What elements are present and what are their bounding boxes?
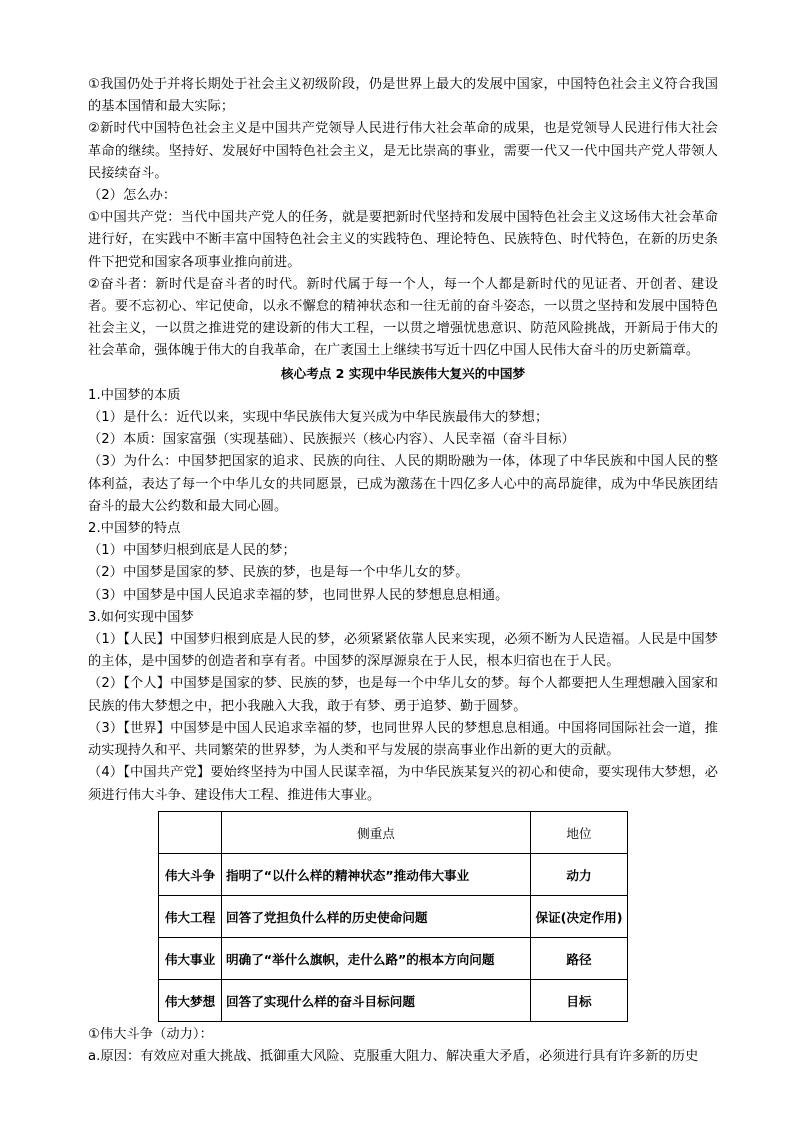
paragraph: （2）本质：国家富强（实现基础）、民族振兴（核心内容）、人民幸福（奋斗目标） [88, 432, 575, 448]
table-cell: 回答了实现什么样的奋斗目标问题 [222, 979, 531, 1021]
paragraph: 3.如何实现中国梦 [88, 609, 194, 625]
comparison-table [158, 811, 628, 1022]
paragraph: （4）【中国共产党】要始终坚持为中国人民谋幸福，为中华民族某复兴的初心和使命，要实现伟大梦想，必须进行伟大斗争、建设伟大工程、推进伟大事业。 [88, 765, 718, 803]
table-cell: 伟大斗争 [159, 853, 222, 895]
section-heading: 核心考点 2 实现中华民族伟大复兴的中国梦 [280, 365, 526, 381]
paragraph: （1）中国梦归根到底是人民的梦； [88, 543, 296, 559]
paragraph: （2）怎么办： [88, 188, 177, 204]
table-cell: 目标 [531, 979, 628, 1021]
table-cell: 伟大梦想 [159, 979, 222, 1021]
table-cell: 明确了“举什么旗帜，走什么路”的根本方向问题 [222, 937, 531, 979]
paragraph: （2）【个人】中国梦是国家的梦、民族的梦，也是每一个中华儿女的梦。每个人都要把人生理想融入国家和民族的伟大梦想之中，把小我融入大我，敢于有梦、勇于追梦、勤于圆梦。 [88, 676, 718, 714]
paragraph: ②奋斗者：新时代是奋斗者的时代。新时代属于每一个人，每一个人都是新时代的见证者、开创者、建设者。要不忘初心、牢记使命，以永不懈怠的精神状态和一往无前的奋斗姿态，一以贯之坚持和发展中国特色社会主义，一以贯之推进党的建设新的伟大工程，一以贯之增强忧患意识、防范风险挑战，开新局于伟大的社会革命，强体魄于伟大的自我革命，在广袤国土上继续书写近十四亿中国人民伟大奋斗的历史新篇章。 [88, 276, 718, 359]
paragraph: （2）中国梦是国家的梦、民族的梦，也是每一个中华儿女的梦。 [88, 565, 469, 581]
paragraph: （3）为什么：中国梦把国家的追求、民族的向往、人民的期盼融为一体，体现了中华民族和中国人民的整体利益，表达了每一个中华儿女的共同愿景，已成为激荡在十四亿多人心中的高昂旋律，成为中华民族团结奋斗的最大公约数和最大同心圆。 [88, 454, 718, 514]
table-header-cell: 地位 [531, 811, 628, 853]
paragraph: （1）【人民】中国梦归根到底是人民的梦，必须紧紧依靠人民来实现，必须不断为人民造福。人民是中国梦的主体，是中国梦的创造者和享有者。中国梦的深厚源泉在于人民，根本归宿也在于人民。 [88, 632, 718, 670]
table-row [159, 937, 628, 979]
paragraph: （3）中国梦是中国人民追求幸福的梦，也同世界人民的梦想息息相通。 [88, 587, 509, 603]
paragraph: ①伟大斗争（动力）： [88, 1026, 213, 1042]
paragraph: （3）【世界】中国梦是中国人民追求幸福的梦，也同世界人民的梦想息息相通。中国将同国际社会一道，推动实现持久和平、共同繁荣的世界梦，为人类和平与发展的崇高事业作出新的更大的贡献。 [88, 720, 718, 759]
table-cell: 动力 [531, 853, 628, 895]
table-row [159, 895, 628, 937]
paragraph: ①我国仍处于并将长期处于社会主义初级阶段，仍是世界上最大的发展中国家，中国特色社会主义符合我国的基本国情和最大实际； [88, 77, 718, 115]
body-section [88, 385, 718, 807]
document-page [88, 74, 718, 1068]
table-cell: 保证(决定作用) [531, 895, 628, 937]
paragraph: 2.中国梦的特点 [88, 521, 181, 537]
table-cell: 路径 [531, 937, 628, 979]
table-header-cell: 侧重点 [222, 811, 531, 853]
paragraph: （1）是什么：近代以来，实现中华民族伟大复兴成为中华民族最伟大的梦想； [88, 410, 549, 426]
paragraph: 1.中国梦的本质 [88, 387, 181, 403]
paragraph: ①中国共产党：当代中国共产党人的任务，就是要把新时代坚持和发展中国特色社会主义这场伟大社会革命进行好，在实践中不断丰富中国特色社会主义的实践特色、理论特色、民族特色、时代特色，在新的历史条件下把党和国家各项事业推向前进。 [88, 210, 718, 270]
table-header-cell [159, 811, 222, 853]
tail-section [88, 1024, 718, 1068]
table-row [159, 853, 628, 895]
table-cell: 回答了党担负什么样的历史使命问题 [222, 895, 531, 937]
paragraph: a.原因：有效应对重大挑战、抵御重大风险、克服重大阻力、解决重大矛盾，必须进行具有许多新的历史 [88, 1048, 699, 1064]
table-header-row [159, 811, 628, 853]
table-cell: 伟大事业 [159, 937, 222, 979]
table-row [159, 979, 628, 1021]
table-cell: 伟大工程 [159, 895, 222, 937]
paragraph: ②新时代中国特色社会主义是中国共产党领导人民进行伟大社会革命的成果，也是党领导人民进行伟大社会革命的继续。坚持好、发展好中国特色社会主义，是无比崇高的事业，需要一代又一代中国共产党人带领人民接续奋斗。 [88, 121, 718, 181]
table-cell: 指明了“以什么样的精神状态”推动伟大事业 [222, 853, 531, 895]
intro-section [88, 74, 718, 363]
